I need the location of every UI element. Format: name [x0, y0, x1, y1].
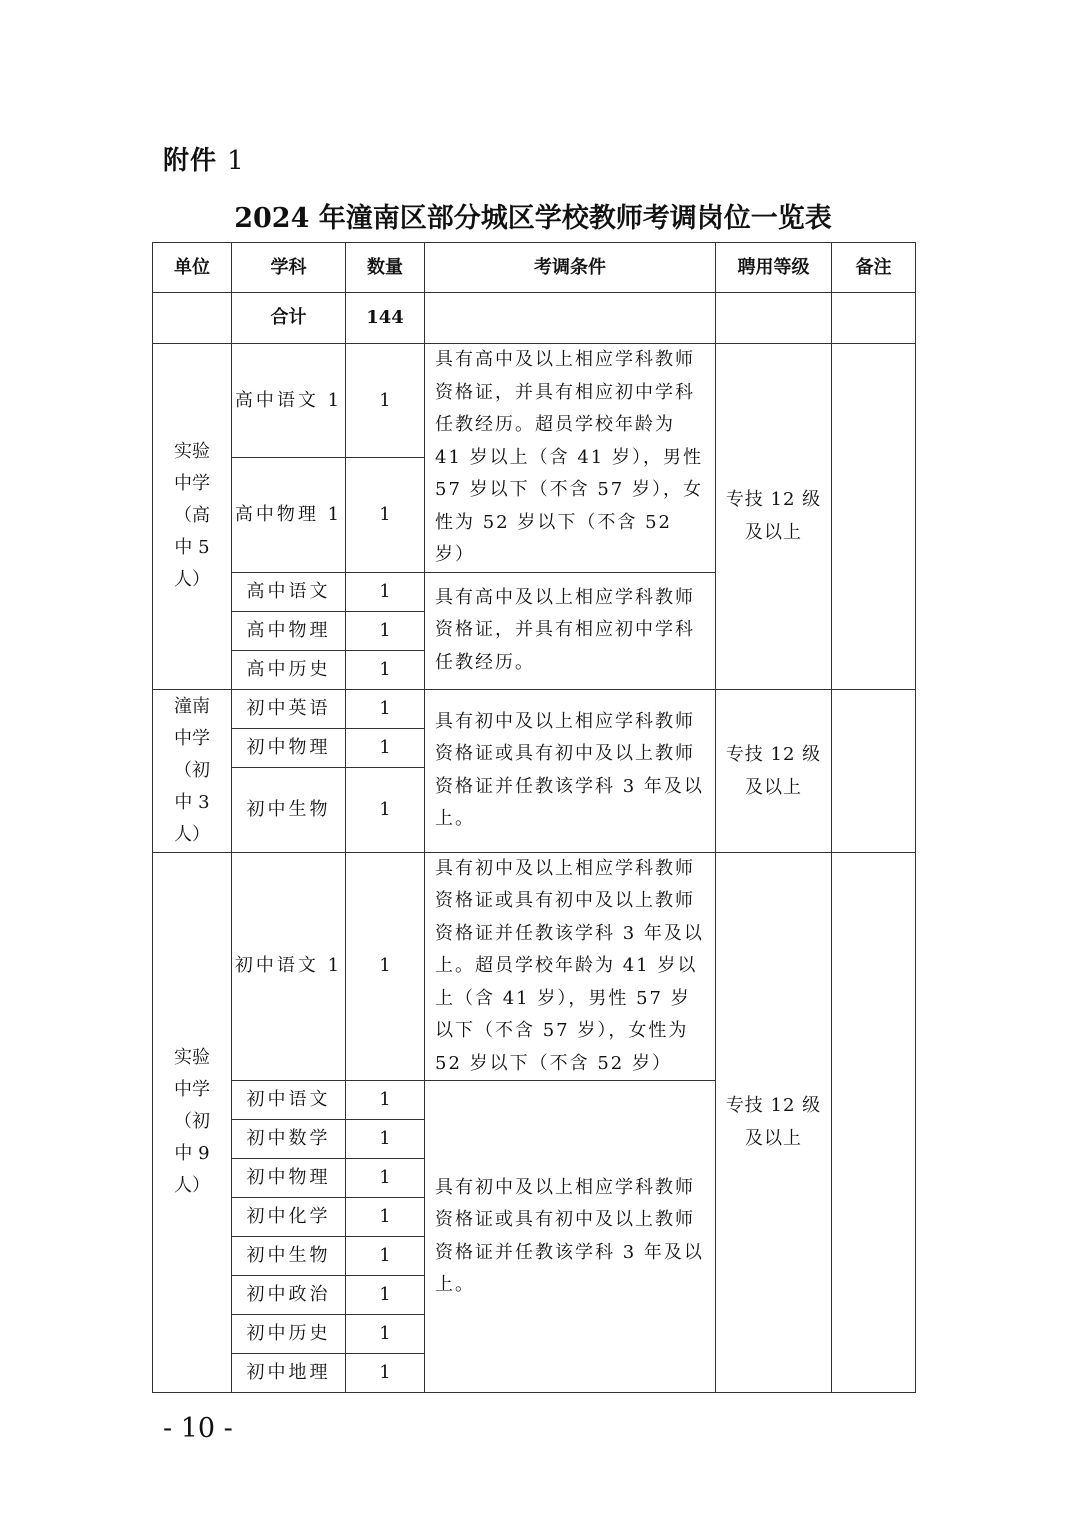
- count-cell: 1: [346, 572, 425, 611]
- subject-cell: 初中化学: [232, 1198, 346, 1237]
- table-row: [153, 689, 916, 728]
- count-cell: 1: [346, 1120, 425, 1159]
- subject-cell: 初中历史: [232, 1315, 346, 1354]
- document-title: 2024 年潼南区部分城区学校教师考调岗位一览表: [234, 203, 832, 234]
- unit-cell: 实验 中学 （高 中 5 人）: [153, 344, 232, 690]
- subject-cell: 初中地理: [232, 1354, 346, 1393]
- count-cell: 1: [346, 650, 425, 689]
- grade-cell: 专技 12 级 及以上: [716, 344, 832, 690]
- header-conditions: 考调条件: [425, 243, 716, 293]
- count-cell: 1: [346, 611, 425, 650]
- subject-cell: 初中物理: [232, 1159, 346, 1198]
- total-grade-cell: [716, 293, 832, 344]
- count-cell: 1: [346, 728, 425, 767]
- header-grade: 聘用等级: [716, 243, 832, 293]
- conditions-cell: 具有初中及以上相应学科教师资格证或具有初中及以上教师资格证并任教该学科 3 年及以上。: [425, 1081, 716, 1393]
- grade-cell: 专技 12 级 及以上: [716, 689, 832, 852]
- total-unit-cell: [153, 293, 232, 344]
- count-cell: 1: [346, 767, 425, 852]
- subject-cell: 高中语文 1: [232, 344, 346, 458]
- count-cell: 1: [346, 1354, 425, 1393]
- conditions-cell: 具有高中及以上相应学科教师资格证，并具有相应初中学科任教经历。: [425, 572, 716, 689]
- subject-cell: 高中物理 1: [232, 458, 346, 572]
- attachment-label: 附件 1: [163, 146, 245, 176]
- count-cell: 1: [346, 1081, 425, 1120]
- subject-cell: 高中物理: [232, 611, 346, 650]
- subject-cell: 高中历史: [232, 650, 346, 689]
- page-number: - 10 -: [163, 1413, 233, 1444]
- subject-cell: 初中英语: [232, 689, 346, 728]
- conditions-cell: 具有初中及以上相应学科教师资格证或具有初中及以上教师资格证并任教该学科 3 年及以上。超员学校年龄为 41 岁以上（含 41 岁），男性 57 岁以下（不含 57 岁），女性为 52 岁以下（不含 52 岁）: [425, 852, 716, 1081]
- grade-cell: 专技 12 级 及以上: [716, 852, 832, 1393]
- total-count: 144: [346, 293, 425, 344]
- count-cell: 1: [346, 1315, 425, 1354]
- count-cell: 1: [346, 1237, 425, 1276]
- count-cell: 1: [346, 458, 425, 572]
- header-row: [153, 243, 916, 293]
- subject-cell: 高中语文: [232, 572, 346, 611]
- total-conditions-cell: [425, 293, 716, 344]
- remark-cell: [832, 344, 916, 690]
- unit-cell: 潼南 中学 （初 中 3 人）: [153, 689, 232, 852]
- count-cell: 1: [346, 689, 425, 728]
- count-cell: 1: [346, 344, 425, 458]
- count-cell: 1: [346, 852, 425, 1081]
- header-remark: 备注: [832, 243, 916, 293]
- table-row: [153, 852, 916, 1081]
- subject-cell: 初中语文 1: [232, 852, 346, 1081]
- count-cell: 1: [346, 1276, 425, 1315]
- subject-cell: 初中生物: [232, 767, 346, 852]
- remark-cell: [832, 852, 916, 1393]
- remark-cell: [832, 689, 916, 852]
- unit-cell: 实验 中学 （初 中 9 人）: [153, 852, 232, 1393]
- subject-cell: 初中数学: [232, 1120, 346, 1159]
- conditions-cell: 具有初中及以上相应学科教师资格证或具有初中及以上教师资格证并任教该学科 3 年及以上。: [425, 689, 716, 852]
- subject-cell: 初中物理: [232, 728, 346, 767]
- count-cell: 1: [346, 1198, 425, 1237]
- positions-table: [152, 242, 916, 1393]
- header-count: 数量: [346, 243, 425, 293]
- total-row: [153, 293, 916, 344]
- count-cell: 1: [346, 1159, 425, 1198]
- subject-cell: 初中政治: [232, 1276, 346, 1315]
- conditions-cell: 具有高中及以上相应学科教师资格证，并具有相应初中学科任教经历。超员学校年龄为 41 岁以上（含 41 岁），男性 57 岁以下（不含 57 岁），女性为 52 岁以下（不含 52 岁）: [425, 344, 716, 573]
- subject-cell: 初中生物: [232, 1237, 346, 1276]
- header-unit: 单位: [153, 243, 232, 293]
- total-remark-cell: [832, 293, 916, 344]
- table-row: [153, 344, 916, 458]
- subject-cell: 初中语文: [232, 1081, 346, 1120]
- header-subject: 学科: [232, 243, 346, 293]
- total-label: 合计: [232, 293, 346, 344]
